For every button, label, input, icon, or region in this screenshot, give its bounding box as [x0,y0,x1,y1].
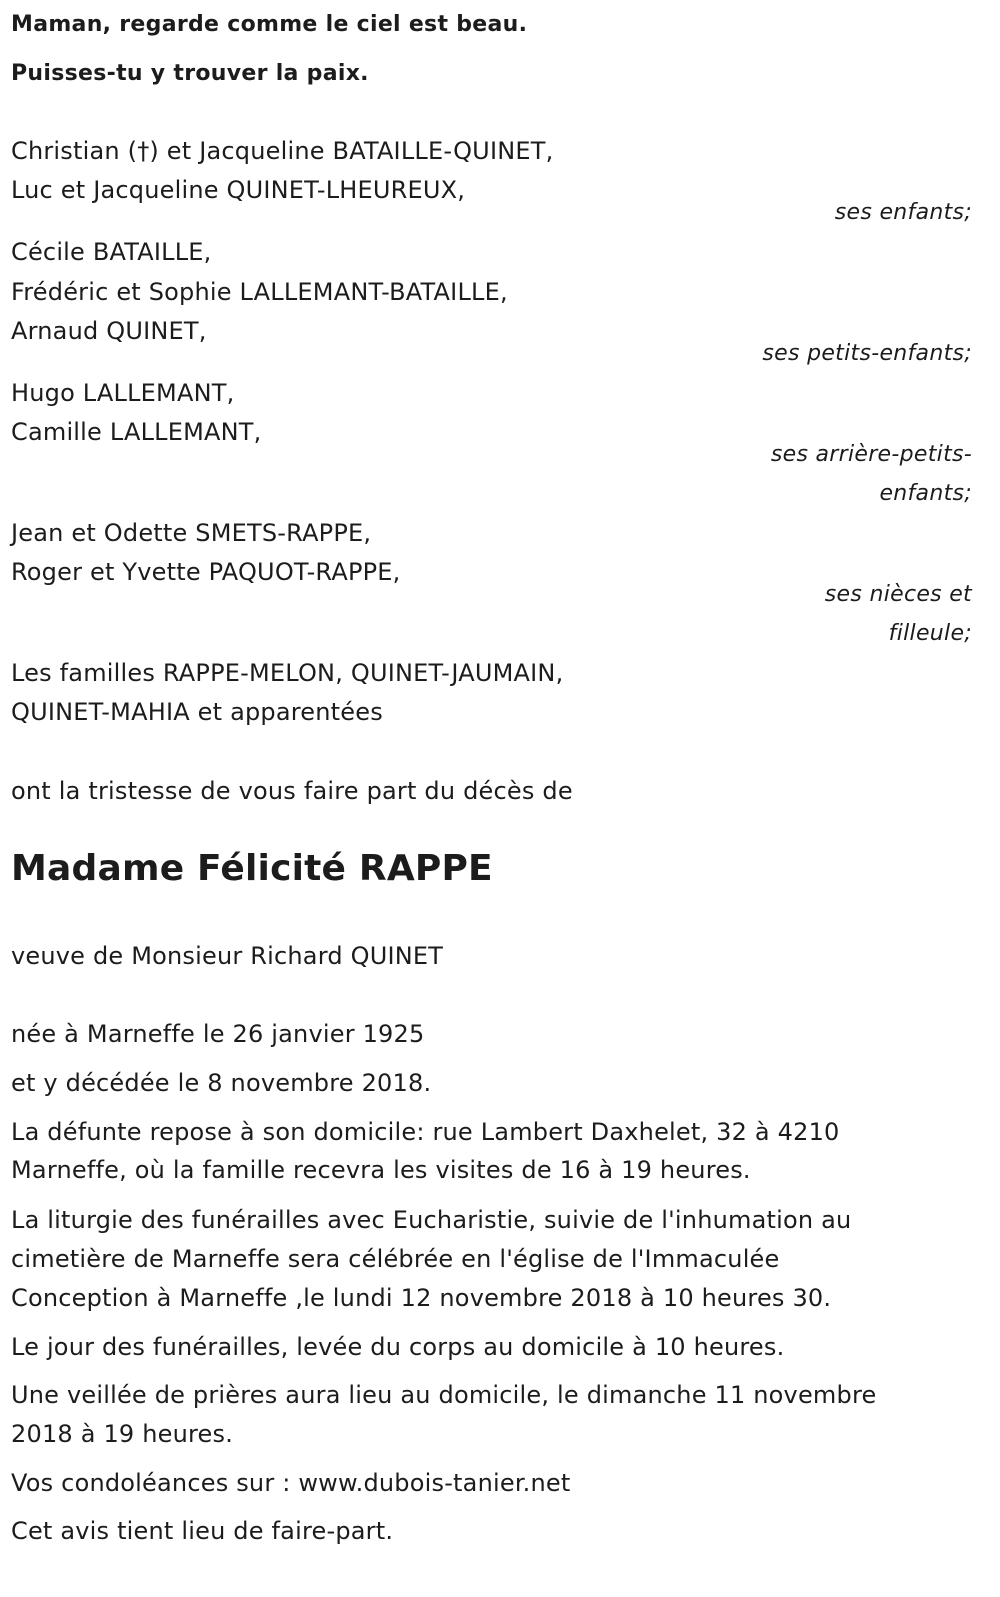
rest-text-line-2: Marneffe, où la famille recevra les visites de 16 à 19 heures. [11,1156,751,1184]
epigraph-line-1: Maman, regarde comme le ciel est beau. [11,12,528,37]
birth-text: née à Marneffe le 26 janvier 1925 [11,1020,425,1048]
family-member-line: Cécile BATAILLE, [11,238,212,266]
condolences-text: Vos condoléances sur : www.dubois-tanier.net [11,1469,571,1497]
family-member-line: Luc et Jacqueline QUINET-LHEUREUX, [11,176,466,204]
widow-of-text: veuve de Monsieur Richard QUINET [11,942,444,970]
family-member-line: Jean et Odette SMETS-RAPPE, [11,519,372,547]
family-member-line: Roger et Yvette PAQUOT-RAPPE, [11,558,401,586]
notice-text: Cet avis tient lieu de faire-part. [11,1517,394,1545]
families-line-1: Les familles RAPPE-MELON, QUINET-JAUMAIN, [11,659,564,687]
relation-label-grandchildren: ses petits-enfants; [762,341,972,366]
relation-label-children: ses enfants; [834,200,972,225]
vigil-text-line-2: 2018 à 19 heures. [11,1420,234,1448]
families-line-2: QUINET-MAHIA et apparentées [11,698,383,726]
epigraph-line-2: Puisses-tu y trouver la paix. [11,61,369,86]
deceased-name: Madame Félicité RAPPE [11,848,493,889]
rest-text-line-1: La défunte repose à son domicile: rue Lambert Daxhelet, 32 à 4210 [11,1118,840,1146]
liturgy-text-line-1: La liturgie des funérailles avec Eucharistie, suivie de l'inhumation au [11,1206,852,1234]
liturgy-text-line-2: cimetière de Marneffe sera célébrée en l'église de l'Immaculée [11,1245,780,1273]
family-member-line: Camille LALLEMANT, [11,418,262,446]
vigil-text-line-1: Une veillée de prières aura lieu au domicile, le dimanche 11 novembre [11,1381,877,1409]
family-member-line: Arnaud QUINET, [11,317,207,345]
announcement-text: ont la tristesse de vous faire part du décès de [11,777,573,805]
family-member-line: Christian (†) et Jacqueline BATAILLE-QUINET, [11,137,554,165]
relation-label-nieces: ses nièces et [824,582,972,607]
liturgy-text-line-3: Conception à Marneffe ,le lundi 12 novembre 2018 à 10 heures 30. [11,1284,832,1312]
death-text: et y décédée le 8 novembre 2018. [11,1069,432,1097]
relation-label-nieces-cont: filleule; [888,621,972,646]
family-member-line: Hugo LALLEMANT, [11,379,235,407]
levee-text: Le jour des funérailles, levée du corps au domicile à 10 heures. [11,1333,785,1361]
relation-label-great-grandchildren-cont: enfants; [879,481,972,506]
relation-label-great-grandchildren: ses arrière-petits- [770,442,972,467]
family-member-line: Frédéric et Sophie LALLEMANT-BATAILLE, [11,278,508,306]
